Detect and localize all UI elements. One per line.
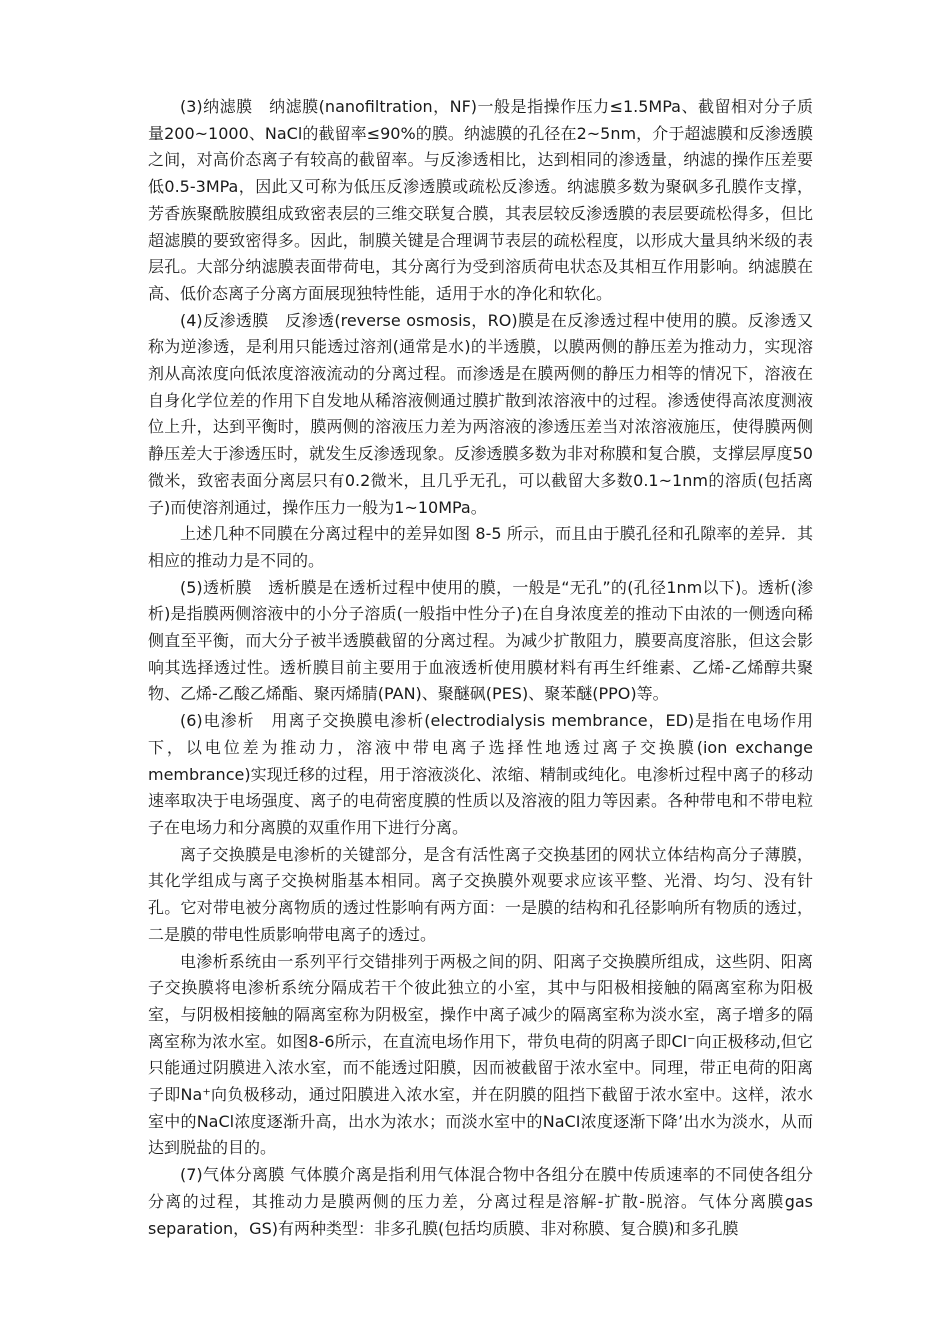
paragraph-reverse-osmosis-membrane: (4)反渗透膜 反渗透(reverse osmosis，RO)膜是在反渗透过程中使用的膜。反渗透又称为逆渗透，是利用只能透过溶剂(通常是水)的半透膜，以膜两侧的静压差为推动力，实现溶剂从高浓度向低浓度溶液流动的分离过程。而渗透是在膜两侧的静压力相等的情况下，溶液在自身化学位差的作用下自发地从稀溶液侧通过膜扩散到浓溶液中的过程。渗透使得高浓度测液位上升，达到平衡时，膜两侧的溶液压力差为两溶液的渗透压差当对浓溶液施压，使得膜两侧静压差大于渗透压时，就发生反渗透现象。反渗透膜多数为非对称膜和复合膜，支撑层厚度50微米，致密表面分离层只有0.2微米，且几乎无孔，可以截留大多数0.1~1nm的溶质(包括离子)而使溶剂通过，操作压力一般为1~10MPa。 [148, 310, 813, 517]
paragraph-nanofiltration-membrane: (3)纳滤膜 纳滤膜(nanofiltration，NF)一般是指操作压力≤1.5MPa、截留相对分子质量200~1000、NaCl的截留率≤90%的膜。纳滤膜的孔径在2~5nm，介于超滤膜和反渗透膜之间，对高价态离子有较高的截留率。与反渗透相比，达到相同的渗透量，纳滤的操作压差要低0.5-3MPa，因此又可称为低压反渗透膜或疏松反渗透。纳滤膜多数为聚砜多孔膜作支撑，芳香族聚酰胺膜组成致密表层的三维交联复合膜，其表层较反渗透膜的表层要疏松得多，但比超滤膜的要致密得多。因此，制膜关键是合理调节表层的疏松程度，以形成大量具纳米级的表层孔。大部分纳滤膜表面带荷电，其分离行为受到溶质荷电状态及其相互作用影响。纳滤膜在高、低价态离子分离方面展现独特性能，适用于水的净化和软化。 [148, 97, 813, 303]
paragraph-ion-exchange-membrane: 离子交换膜是电渗析的关键部分，是含有活性离子交换基团的网状立体结构高分子薄膜，其化学组成与离子交换树脂基本相同。离子交换膜外观要求应该平整、光滑、均匀、没有针孔。它对带电被分离物质的透过性影响有两方面：一是膜的结构和孔径影响所有物质的透过，二是膜的带电性质影响带电离子的透过。 [148, 844, 813, 944]
paragraph-membrane-differences: 上述几种不同膜在分离过程中的差异如图 8-5 所示，而且由于膜孔径和孔隙率的差异．其相应的推动力是不同的。 [148, 524, 813, 570]
paragraph-electrodialysis-system: 电渗析系统由一系列平行交错排列于两极之间的阴、阳离子交换膜所组成，这些阴、阳离子交换膜将电渗析系统分隔成若干个彼此独立的小室，其中与阳极相接触的隔离室称为阳极室，与阴极相接触的隔离室称为阴极室，操作中离子减少的隔离室称为淡水室，离子增多的隔离室称为浓水室。如图8-6所示，在直流电场作用下，带负电荷的阴离子即Cl⁻向正极移动,但它只能通过阴膜进入浓水室，而不能透过阳膜，因而被截留于浓水室中。同理，带正电荷的阳离子即Na⁺向负极移动，通过阳膜进入浓水室，并在阴膜的阻挡下截留于浓水室中。这样，浓水室中的NaCl浓度逐渐升高，出水为浓水；而淡水室中的NaCI浓度逐渐下降’出水为淡水，从而达到脱盐的目的。 [148, 951, 813, 1158]
paragraph-gas-separation-membrane: (7)气体分离膜 气体膜介离是指利用气体混合物中各组分在膜中传质速率的不同使各组分分离的过程，其推动力是膜两侧的压力差，分离过程是溶解-扩散-脱溶。气体分离膜gas separation，GS)有两种类型：非多孔膜(包括均质膜、非对称膜、复合膜)和多孔膜 [148, 1165, 813, 1238]
paragraph-dialysis-membrane: (5)透析膜 透析膜是在透析过程中使用的膜，一般是“无孔”的(孔径1nm以下)。透析(渗析)是指膜两侧溶液中的小分子溶质(一般指中性分子)在自身浓度差的推动下由浓的一侧透向稀侧直至平衡，而大分子被半透膜截留的分离过程。为减少扩散阻力，膜要高度溶胀，但这会影响其选择透过性。透析膜目前主要用于血液透析使用膜材料有再生纤维素、乙烯-乙烯醇共聚物、乙烯-乙酸乙烯酯、聚丙烯腈(PAN)、聚醚砜(PES)、聚苯醚(PPO)等。 [148, 577, 813, 704]
paragraph-electrodialysis: (6)电渗析 用离子交换膜电渗析(electrodialysis membrance，ED)是指在电场作用下，以电位差为推动力，溶液中带电离子选择性地透过离子交换膜(ion exchange membrance)实现迁移的过程，用于溶液淡化、浓缩、精制或纯化。电渗析过程中离子的移动速率取决于电场强度、离子的电荷密度膜的性质以及溶液的阻力等因素。各种带电和不带电粒子在电场力和分离膜的双重作用下进行分离。 [148, 711, 813, 837]
document-page [148, 94, 813, 1242]
